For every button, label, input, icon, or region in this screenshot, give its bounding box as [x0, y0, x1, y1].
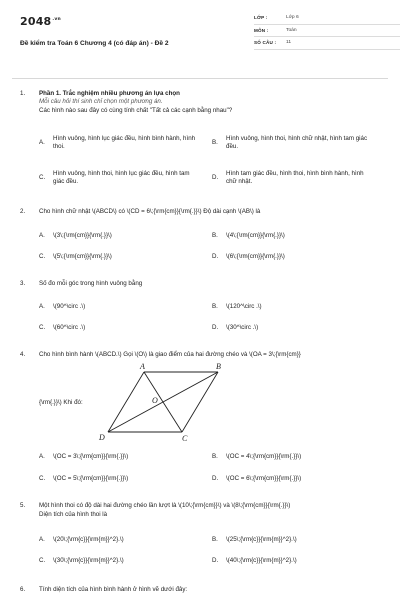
meta-row-subject	[254, 25, 400, 38]
option-label: C.	[39, 174, 46, 181]
meta-row-count	[254, 37, 400, 50]
option-label: D.	[212, 253, 219, 260]
option-text: \(60^\circ .\)	[53, 324, 86, 331]
question-text: Một hình thoi có độ dài hai đường chéo lần lượt là \(10\;{\rm{cm}}\) và \(8\;{\rm{cm}}{\rm{.}}\)	[39, 502, 291, 509]
question-text: Cho hình chữ nhật \(ABCD\) có \(CD = 6\;{\rm{cm}}{\rm{.}}\) Độ dài cạnh \(AB\) là	[39, 208, 261, 215]
option-text: \(5\;{\rm{cm}}{\rm{.}}\)	[53, 253, 112, 260]
meta-value: Lớp 6	[286, 15, 299, 20]
diagonal-bd	[108, 372, 218, 432]
question-text: Cho hình bình hành \(ABCD.\) Gọi \(O\) là giao điểm của hai đường chéo và \(OA = 3\;{\rm{cm}}	[39, 351, 301, 358]
option-text: \(40\;{\rm{c}}{\rm{m}}^2}.\)	[226, 557, 297, 564]
option-text: \(120^\circ .\)	[226, 303, 262, 310]
option-text: \(20\;{\rm{c}}{\rm{m}}^2}.\)	[53, 536, 124, 543]
option-text: \(OC = 4\;{\rm{cm}}{\rm{.}}\)	[226, 453, 302, 460]
question-body	[39, 90, 379, 115]
question-text-cont: Diện tích của hình thoi là	[39, 511, 108, 518]
meta-value: Toán	[286, 27, 297, 33]
question-number: 4.	[20, 351, 26, 358]
page-title: Đề kiểm tra Toán 6 Chương 4 (có đáp án) - Đề 2	[20, 40, 169, 47]
option-text: \(OC = 3\;{\rm{cm}}{\rm{.}}\)	[53, 453, 129, 460]
side-da	[108, 372, 144, 432]
option-text: \(6\;{\rm{cm}}{\rm{.}}\)	[226, 253, 285, 260]
option-label: C.	[39, 324, 46, 331]
option-label: A.	[39, 232, 45, 239]
side-bc	[182, 372, 218, 432]
point-c-label: C	[182, 434, 188, 442]
option-text: \(90^\circ .\)	[53, 303, 86, 310]
option-label: B.	[212, 232, 218, 239]
option-label: D.	[212, 475, 219, 482]
question-number: 5.	[20, 502, 26, 509]
question-number: 3.	[20, 280, 26, 287]
option-label: A.	[39, 139, 45, 146]
header-divider	[12, 78, 388, 79]
option-label: D.	[212, 557, 219, 564]
option-text: Hình vuông, hình thoi, hình chữ nhật, hình tam giác đều.	[226, 135, 368, 151]
option-label: B.	[212, 453, 218, 460]
question-text: Các hình nào sau đây có cùng tính chất "Tất cả các cạnh bằng nhau"?	[39, 106, 233, 114]
option-label: D.	[212, 324, 219, 331]
point-b-label: B	[216, 362, 221, 371]
section-instruction: Mỗi câu hỏi thí sinh chỉ chọn một phương án.	[39, 98, 163, 106]
option-label: A.	[39, 453, 45, 460]
point-o-label: O	[152, 396, 158, 405]
option-text: Hình tam giác đều, hình thoi, hình bình hành, hình chữ nhật.	[226, 170, 364, 186]
option-label: B.	[212, 536, 218, 543]
meta-row-class	[254, 12, 400, 25]
meta-table	[254, 12, 400, 50]
option-label: C.	[39, 253, 46, 260]
point-d-label: D	[99, 433, 105, 442]
option-text: \(25\;{\rm{c}}{\rm{m}}^2}.\)	[226, 536, 297, 543]
option-label: A.	[39, 303, 45, 310]
parallelogram-figure	[90, 362, 230, 442]
option-text: \(OC = 6\;{\rm{cm}}{\rm{.}}\)	[226, 475, 302, 482]
option-label: C.	[39, 475, 46, 482]
question-number: 1.	[20, 90, 26, 97]
question-1	[20, 90, 380, 195]
meta-key: MÔN :	[254, 27, 269, 33]
section-heading: Phần 1. Trắc nghiệm nhiều phương án lựa chọn	[39, 90, 180, 97]
meta-key: LỚP :	[254, 15, 268, 20]
question-2	[20, 208, 380, 268]
option-label: B.	[212, 303, 218, 310]
option-text: \(4\;{\rm{cm}}{\rm{.}}\)	[226, 232, 285, 239]
header	[20, 12, 380, 70]
question-6	[20, 586, 380, 598]
question-text-cont: {\rm{.}}\) Khi đó:	[39, 399, 83, 406]
question-3	[20, 280, 380, 340]
option-text: \(30\;{\rm{c}}{\rm{m}}^2}.\)	[53, 557, 124, 564]
point-a-label: A	[140, 362, 145, 371]
option-text: Hình vuông, hình thoi, hình lục giác đều, hình tam giác đều.	[53, 170, 190, 186]
option-text: Hình vuông, hình lục giác đều, hình bình hành, hình thoi.	[53, 135, 196, 151]
site-logo[interactable]: $2048^{.vn}$	[20, 15, 61, 28]
option-label: D.	[212, 174, 219, 181]
option-text: \(3\;{\rm{cm}}{\rm{.}}\)	[53, 232, 112, 239]
question-number: 6.	[20, 586, 26, 593]
option-label: A.	[39, 536, 45, 543]
meta-key: SỐ CÂU :	[254, 40, 277, 45]
question-5	[20, 502, 380, 572]
question-text: Tính diện tích của hình bình hành ở hình vẽ dưới đây:	[39, 586, 188, 593]
option-label: C.	[39, 557, 46, 564]
meta-value: 11	[286, 40, 292, 45]
question-number: 2.	[20, 208, 26, 215]
question-4	[20, 351, 380, 491]
option-text: \(30^\circ .\)	[226, 324, 259, 331]
option-text: \(OC = 5\;{\rm{cm}}{\rm{.}}\)	[53, 475, 129, 482]
question-text: Số đo mỗi góc trong hình vuông bằng	[39, 280, 143, 287]
option-label: B.	[212, 139, 218, 146]
